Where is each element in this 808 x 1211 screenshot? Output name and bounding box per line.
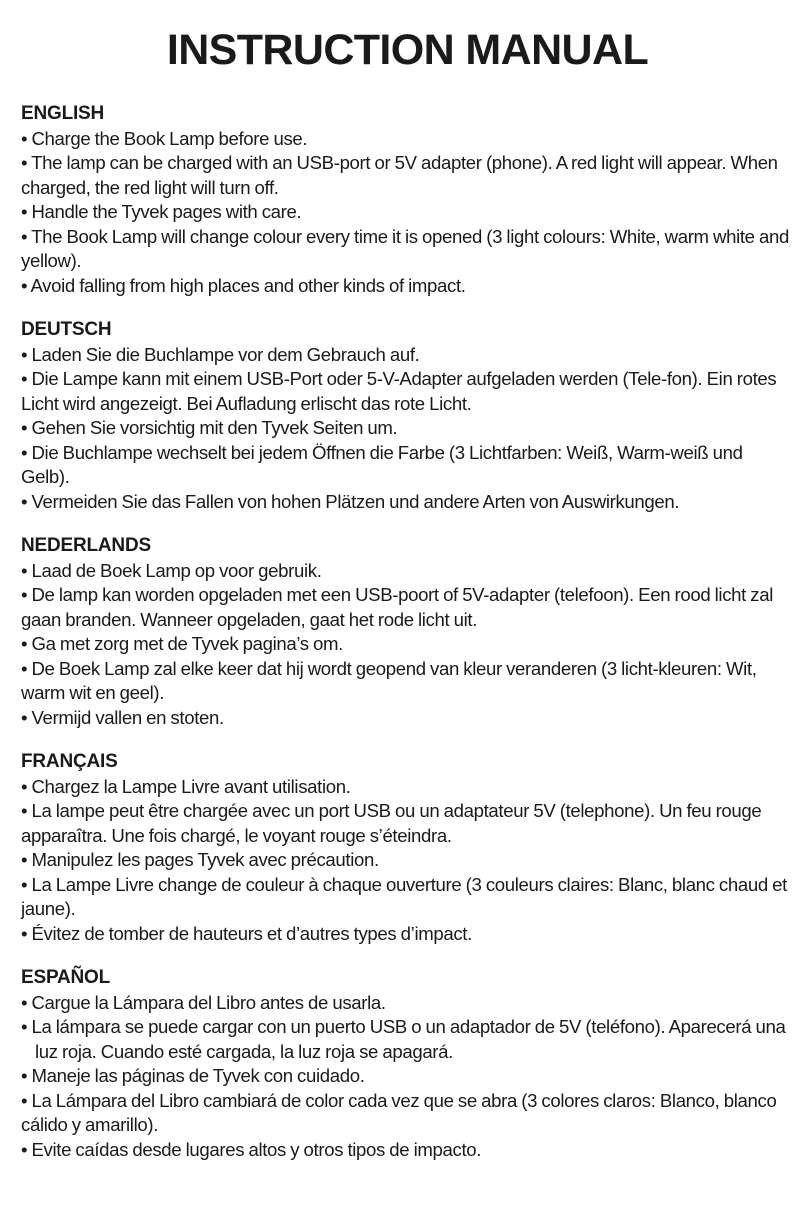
instruction-item: • Vermeiden Sie das Fallen von hohen Plätzen und andere Arten von Auswirkungen. — [21, 490, 680, 512]
section-francais — [21, 750, 794, 946]
section-heading: FRANÇAIS — [21, 751, 118, 772]
instruction-item: • De lamp kan worden opgeladen met een USB-poort of 5V-adapter (telefoon). Een rood licht zal gaan branden. Wanneer opgeladen, gaat het rode licht uit. — [21, 584, 773, 630]
instruction-item: • Chargez la Lampe Livre avant utilisation. — [21, 775, 351, 797]
section-heading: ESPAÑOL — [21, 967, 111, 988]
instruction-item: • La lámpara se puede cargar con un puerto USB o un adaptador de 5V (teléfono). Aparecerá una luz roja. Cuando esté cargada, la luz roja se apagará. — [21, 1016, 786, 1062]
instruction-item: • Handle the Tyvek pages with care. — [21, 201, 302, 222]
section-heading: DEUTSCH — [21, 319, 112, 340]
section-heading: ENGLISH — [21, 103, 105, 124]
instruction-item: • Manipulez les pages Tyvek avec précaution. — [21, 849, 379, 870]
instruction-item: • Évitez de tomber de hauteurs et d’autres types d’impact. — [21, 922, 472, 944]
instruction-item: • The lamp can be charged with an USB-port or 5V adapter (phone). A red light will appear. When charged, the red light will turn off. — [21, 152, 778, 198]
instruction-item: • De Boek Lamp zal elke keer dat hij wordt geopend van kleur veranderen (3 licht-kleuren: Wit, warm wit en geel). — [21, 657, 757, 703]
section-nederlands — [21, 534, 794, 730]
instruction-item: • Vermijd vallen en stoten. — [21, 706, 224, 728]
instruction-item: • Laad de Boek Lamp op voor gebruik. — [21, 559, 322, 581]
instruction-item: • Evite caídas desde lugares altos y otros tipos de impacto. — [21, 1138, 482, 1160]
instruction-item: • Die Lampe kann mit einem USB-Port oder 5-V-Adapter aufgeladen werden (Tele-fon). Ein rotes Licht wird angezeigt. Bei Aufladung erlischt das rote Licht. — [21, 368, 777, 414]
instruction-item: • Laden Sie die Buchlampe vor dem Gebrauch auf. — [21, 343, 420, 365]
section-espanol — [21, 966, 794, 1162]
instruction-item: • La lampe peut être chargée avec un port USB ou un adaptateur 5V (telephone). Un feu rouge apparaîtra. Une fois chargé, le voyant rouge s’éteindra. — [21, 800, 762, 846]
instruction-item: • La Lampe Livre change de couleur à chaque ouverture (3 couleurs claires: Blanc, blanc chaud et jaune). — [21, 873, 787, 919]
instruction-item: • Charge the Book Lamp before use. — [21, 127, 308, 149]
instruction-item: • Gehen Sie vorsichtig mit den Tyvek Seiten um. — [21, 417, 398, 438]
page-title: INSTRUCTION MANUAL — [166, 26, 649, 74]
instruction-item: • Ga met zorg met de Tyvek pagina’s om. — [21, 633, 343, 654]
instruction-item: • La Lámpara del Libro cambiará de color cada vez que se abra (3 colores claros: Blanco, blanco cálido y amarillo). — [21, 1089, 777, 1135]
instruction-item: • Avoid falling from high places and other kinds of impact. — [21, 274, 466, 296]
instruction-item: • The Book Lamp will change colour every time it is opened (3 light colours: White, warm white and yellow). — [21, 225, 789, 271]
section-english — [21, 102, 794, 298]
section-heading: NEDERLANDS — [21, 535, 151, 556]
section-deutsch — [21, 318, 794, 514]
instruction-item: • Die Buchlampe wechselt bei jedem Öffnen die Farbe (3 Lichtfarben: Weiß, Warm-weiß und Gelb). — [21, 441, 743, 487]
instruction-item: • Maneje las páginas de Tyvek con cuidado. — [21, 1065, 365, 1086]
instruction-item: • Cargue la Lámpara del Libro antes de usarla. — [21, 991, 386, 1013]
